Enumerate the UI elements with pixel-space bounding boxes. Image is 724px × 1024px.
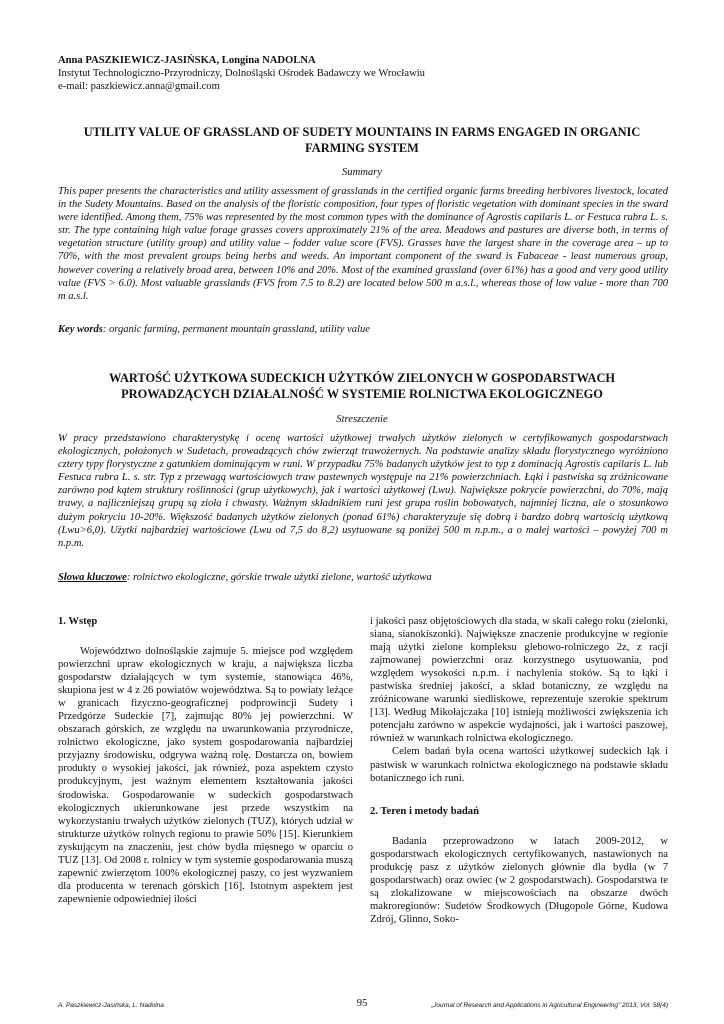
slowa-kluczowe-text: : rolnictwo ekologiczne, górskie trwałe użytki zielone, wartość użytkowa (126, 572, 432, 583)
intro-paragraph: Województwo dolnośląskie zajmuje 5. miejsce pod względem powierzchni upraw ekologicznych w kraju, a największa liczba gospodarstw działających w tym systemie, stanowiąca 46%, skupiona jest w 4 z 26 powiatów województwa. Są to powiaty leżące w granicach fizyczno-geograficznej podprowincji Sudety i Przedgórze Sudeckie [7], zajmując 80% jej powierzchni. W obszarach górskich, ze względu na uwarunkowania przyrodnicze, rolnictwo ekologiczne, jako system gospodarowania najbardziej przyjazny środowisku, odgrywa ważną rolę. Dostarcza on, bowiem produkty o wysokiej jakości, jak również, poza aspektem czysto produkcyjnym, jest ważnym elementem kształtowania jakości środowiska. Gospodarowanie w sudeckich gospodarstwach ekologicznych ukierunkowane jest przede wszystkim na wykorzystaniu trwałych użytków zielonych (TUZ), których udział w strukturze użytków rolnych regionu to prawie 50% [15]. Kierunkiem zyskującym na znaczeniu, jest chów bydła mięsnego w oparciu o TUZ [13]. Od 2008 r. rolnicy w tym systemie gospodarowania muszą zapewnić zwierzętom 100% ekologicznej paszy, co jest wyzwaniem dla producenta w terenach górskich [16]. Istotnym aspektem jest zapewnienie odpowiedniej ilości (58, 646, 353, 905)
email: e-mail: paszkiewicz.anna@gmail.com (58, 81, 220, 92)
summary-label: Summary (341, 167, 383, 178)
english-title: UTILITY VALUE OF GRASSLAND OF SUDETY MOUNTAINS IN FARMS ENGAGED IN ORGANIC FARMING SYSTEM (83, 125, 641, 155)
methods-paragraph: Badania przeprowadzono w latach 2009-2012, w gospodarstwach ekologicznych certyfikowanych, nastawionych na produkcję pasz z użytków zielonych głównie dla bydła (w 7 gospodarstwach) oraz owiec (w 2 gospodarstwach). Gospodarstwa te są zlokalizowane w miejscowościach na obszarze dwóch makroregionów: Sudetów Środkowych (Długopole Górne, Kudowa Zdrój, Glinno, Soko- (370, 835, 668, 925)
authors: Anna PASZKIEWICZ-JASIŃSKA, Longina NADOLNA (58, 55, 316, 66)
left-column (58, 615, 353, 906)
section-heading-methods: 2. Teren i metody badań (370, 805, 479, 817)
keywords-label: Key words (58, 324, 103, 335)
slowa-kluczowe-label: Słowa kluczowe (58, 572, 127, 583)
section-heading-intro: 1. Wstęp (58, 616, 98, 627)
aim-paragraph: Celem badań była ocena wartości użytkowej sudeckich łąk i pastwisk w warunkach rolnictwa ekologicznego na podstawie składu botanicznego ich runi. (370, 746, 668, 784)
streszczenie-label: Streszczenie (336, 414, 388, 425)
polish-title: WARTOŚĆ UŻYTKOWA SUDECKICH UŻYTKÓW ZIELONYCH W GOSPODARSTWACH PROWADZĄCYCH DZIAŁALNOŚĆ W SYSTEMIE ROLNICTWA EKOLOGICZNEGO (108, 371, 616, 401)
footer-journal: „Journal of Research and Applications in Agricultural Engineering” 2013, Vol. 58(4) (430, 1002, 668, 1009)
polish-abstract: W pracy przedstawiono charakterystykę i ocenę wartości użytkowej trwałych użytków zielonych w certyfikowanych gospodarstwach ekologicznych, położonych w Sudetach, prowadzących chów zwierząt trawożernych. Na podstawie analizy składu florystycznego wyróżniono cztery typy florystyczne z gatunkiem dominującym w runi. W przypadku 75% badanych użytków jest to typ z dominacją Agrostis capilaris L. lub Festuca rubra L. s. str. Typ z przewagą wartościowych traw pastewnych występuje na 21% powierzchniach. Łąki i pastwiska są zróżnicowane zarówno pod kątem struktury roślinności (grup użytkowych), jak i wartości użytkowej (Lwu). Największe pokrycie powierzchni, do 70%, mają trawy, a najliczniejszą grupą są zioła i chwasty. Ważnym składnikiem runi jest grupa roślin bobowatych, najmniej liczna, ale o stosunkowo dużym pokryciu 10-20%. Większość badanych użytków zielonych (ponad 61%) charakteryzuje się dobrą i bardzo dobrą wartością użytkową (Lwu>6,0). Użytki najbardziej wartościowe (Lwu od 7,5 do 8,2) usytuowane są poniżej 500 m n.p.m., a o małej wartości – powyżej 700 m n.p.m. (58, 433, 668, 549)
english-keywords (58, 323, 668, 336)
page-number: 95 (356, 998, 368, 1009)
affiliation: Instytut Technologiczno-Przyrodniczy, Dolnośląski Ośrodek Badawczy we Wrocławiu (58, 68, 425, 79)
footer-authors: A. Paszkiewicz-Jasińska, L. Nadolna (58, 1002, 164, 1009)
keywords-text: : organic farming, permanent mountain grassland, utility value (102, 324, 370, 335)
intro-continuation: i jakości pasz objętościowych dla stada, w skali całego roku (zielonki, siana, sianokiszonki). Największe znaczenie produkcyjne w regionie mają użytki zielone kompleksu glebowo-rolniczego 2z, z racji zajmowanej powierzchni oraz korzystnego usytuowania, pod względem wysokości n.p.m. i nachylenia stoków. Są to łąki i pastwiska średniej jakości, a skład botaniczny, ze względu na zróżnicowane warunki siedliskowe, reprezentuje szerokie spektrum [13]. Według Mikołajczaka [10] istnieją możliwości zwiększenia ich potencjału zarówno w aspekcie wydajności, jak i wartości paszowej, również w warunkach rolnictwa ekologicznego. (370, 616, 668, 745)
english-abstract: This paper presents the characteristics and utility assessment of grasslands in the certified organic farms breeding herbivores livestock, located in the Sudety Mountains. Based on the analysis of the floristic composition, four types of floristic vegetation with dominant species in the sward were identified. Among them, 75% was represented by the most common types with the dominance of Agrostis capilaris L. or Festuca rubra L. s. str. The type containing high value forage grasses covers approximately 21% of the area. Meadows and pastures are diverse both, in terms of vegetation structure (utility group) and utility value – fodder value score (FVS). Grasses have the largest share in the coverage area – up to 70%, with the most prevalent groups being herbs and weeds. An important component of the sward is Fabaceae - least numerous group, however covering a relatively broad area, between 10% and 20%. Most of the examined grassland (over 61%) has a good and very good utility value (FVS > 6.0). Most valuable grasslands (FVS from 7.5 to 8.2) are located below 500 m a.s.l., whereas those of low value - more than 700 m a.s.l. (58, 186, 668, 302)
right-column (370, 615, 668, 926)
polish-keywords (58, 571, 668, 584)
